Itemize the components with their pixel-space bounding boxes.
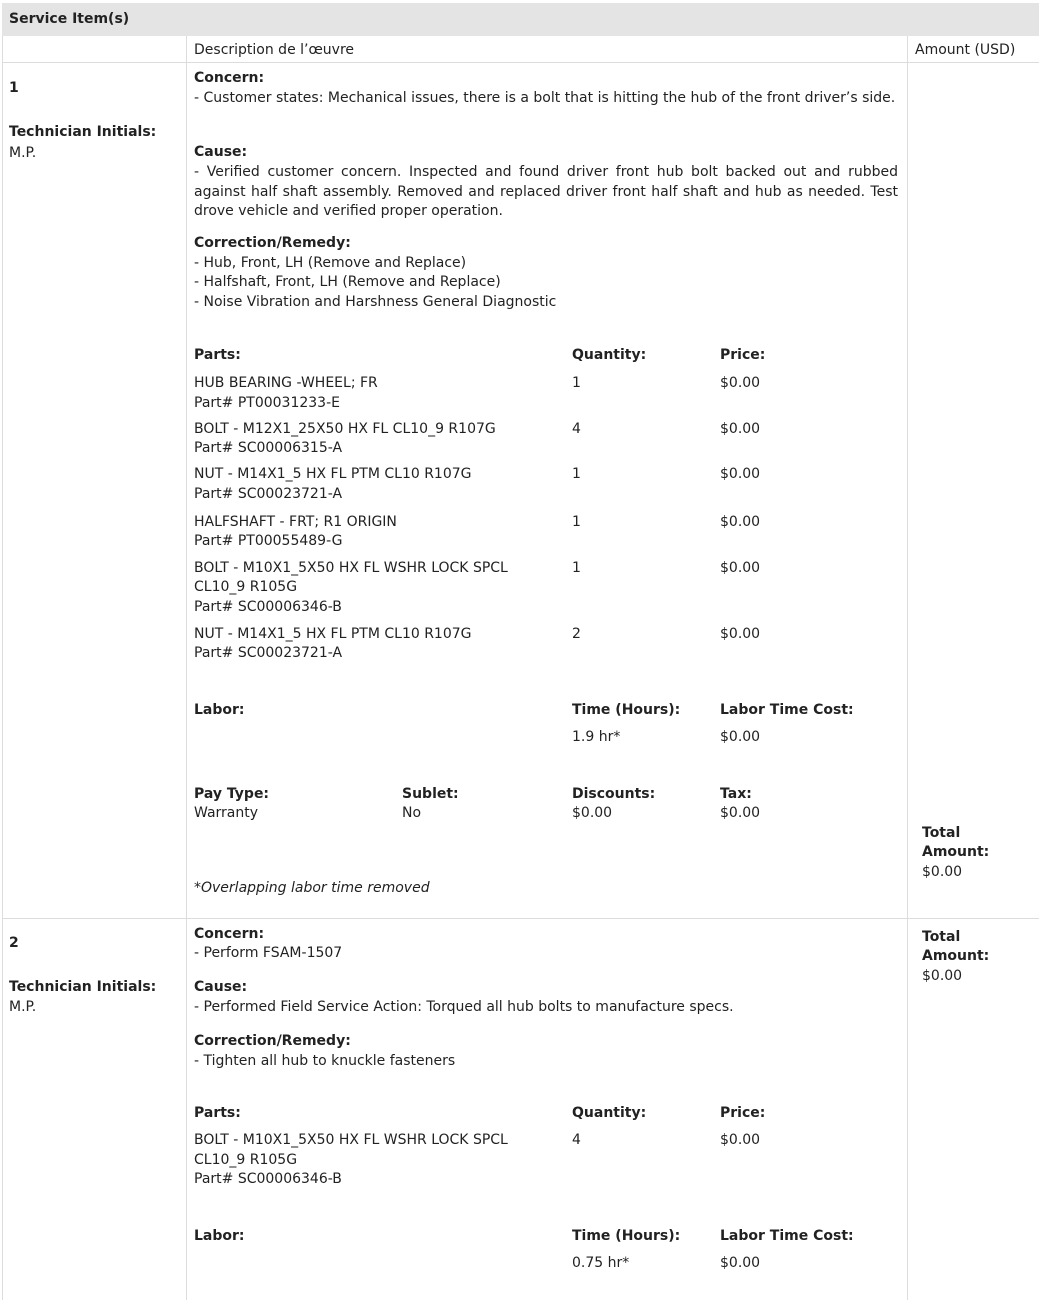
part-price: $0.00	[720, 1132, 761, 1148]
item-number: 2	[9, 935, 19, 951]
part-quantity: 1	[572, 466, 581, 482]
column-divider-right	[907, 36, 908, 1300]
cause-text: - Performed Field Service Action: Torqued all hub bolts to manufacture specs.	[194, 999, 734, 1015]
part-number: Part# SC00006315-A	[194, 440, 343, 456]
part-price: $0.00	[720, 514, 761, 530]
correction-label: Correction/Remedy:	[194, 1033, 351, 1049]
total-amount-label: Total	[922, 929, 961, 945]
labor-time-cost-label: Labor Time Cost:	[720, 1228, 854, 1244]
correction-line: - Hub, Front, LH (Remove and Replace)	[194, 255, 467, 271]
discounts-label: Discounts:	[572, 786, 656, 802]
row-divider	[2, 918, 1039, 919]
technician-initials-label: Technician Initials:	[9, 979, 157, 995]
parts-label: Parts:	[194, 347, 241, 363]
correction-line: - Tighten all hub to knuckle fasteners	[194, 1053, 456, 1069]
quantity-label: Quantity:	[572, 1105, 647, 1121]
item-number: 1	[9, 80, 19, 96]
time-hours-label: Time (Hours):	[572, 1228, 681, 1244]
part-price: $0.00	[720, 560, 761, 576]
tax-label: Tax:	[720, 786, 752, 802]
correction-line: - Halfshaft, Front, LH (Remove and Replace)	[194, 274, 501, 290]
tax-value: $0.00	[720, 805, 761, 821]
part-quantity: 1	[572, 560, 581, 576]
part-name: HUB BEARING -WHEEL; FR	[194, 375, 378, 391]
time-hours-label: Time (Hours):	[572, 702, 681, 718]
labor-cost-value: $0.00	[720, 729, 761, 745]
part-name-continued: CL10_9 R105G	[194, 1152, 298, 1168]
part-name: NUT - M14X1_5 HX FL PTM CL10 R107G	[194, 466, 472, 482]
cause-text: - Verified customer concern. Inspected and found driver front hub bolt backed out and rubbed against half shaft assembly. Removed and replaced driver front half shaft and hub as needed. Test drove vehicle and verified proper operation.	[194, 164, 898, 219]
pay-type-value: Warranty	[194, 805, 259, 821]
part-name: HALFSHAFT - FRT; R1 ORIGIN	[194, 514, 397, 530]
part-quantity: 4	[572, 1132, 581, 1148]
part-quantity: 1	[572, 375, 581, 391]
concern-text: - Customer states: Mechanical issues, there is a bolt that is hitting the hub of the front driver’s side.	[194, 90, 896, 106]
technician-initials-value: M.P.	[9, 145, 37, 161]
labor-time-value: 0.75 hr*	[572, 1255, 630, 1271]
parts-label: Parts:	[194, 1105, 241, 1121]
part-quantity: 2	[572, 626, 581, 642]
section-title: Service Item(s)	[9, 11, 130, 27]
part-price: $0.00	[720, 421, 761, 437]
concern-label: Concern:	[194, 926, 265, 942]
part-number: Part# PT00031233-E	[194, 395, 340, 411]
correction-label: Correction/Remedy:	[194, 235, 351, 251]
labor-label: Labor:	[194, 702, 245, 718]
part-price: $0.00	[720, 375, 761, 391]
total-amount-label-line2: Amount:	[922, 844, 990, 860]
part-name: NUT - M14X1_5 HX FL PTM CL10 R107G	[194, 626, 472, 642]
labor-label: Labor:	[194, 1228, 245, 1244]
discounts-value: $0.00	[572, 805, 613, 821]
cause-label: Cause:	[194, 979, 248, 995]
total-amount-value: $0.00	[922, 968, 963, 984]
column-divider-left	[186, 36, 187, 1300]
part-number: Part# PT00055489-G	[194, 533, 343, 549]
total-amount-label: Total	[922, 825, 961, 841]
sublet-label: Sublet:	[402, 786, 459, 802]
labor-cost-value: $0.00	[720, 1255, 761, 1271]
part-price: $0.00	[720, 466, 761, 482]
part-name-continued: CL10_9 R105G	[194, 579, 298, 595]
part-name: BOLT - M10X1_5X50 HX FL WSHR LOCK SPCL	[194, 1132, 508, 1148]
part-number: Part# SC00006346-B	[194, 1171, 342, 1187]
labor-time-cost-label: Labor Time Cost:	[720, 702, 854, 718]
cause-label: Cause:	[194, 144, 248, 160]
part-quantity: 4	[572, 421, 581, 437]
column-header-divider	[2, 62, 1039, 63]
table-border-left	[2, 36, 3, 1300]
total-amount-value: $0.00	[922, 864, 963, 880]
part-number: Part# SC00023721-A	[194, 645, 343, 661]
part-number: Part# SC00023721-A	[194, 486, 343, 502]
total-amount-label-line2: Amount:	[922, 948, 990, 964]
column-header-amount: Amount (USD)	[915, 42, 1016, 58]
part-name: BOLT - M12X1_25X50 HX FL CL10_9 R107G	[194, 421, 496, 437]
technician-initials-value: M.P.	[9, 999, 37, 1015]
correction-line: - Noise Vibration and Harshness General Diagnostic	[194, 294, 557, 310]
part-quantity: 1	[572, 514, 581, 530]
labor-time-value: 1.9 hr*	[572, 729, 621, 745]
quantity-label: Quantity:	[572, 347, 647, 363]
part-number: Part# SC00006346-B	[194, 599, 342, 615]
concern-text: - Perform FSAM-1507	[194, 945, 343, 961]
part-name: BOLT - M10X1_5X50 HX FL WSHR LOCK SPCL	[194, 560, 508, 576]
pay-type-label: Pay Type:	[194, 786, 270, 802]
part-price: $0.00	[720, 626, 761, 642]
concern-label: Concern:	[194, 70, 265, 86]
price-label: Price:	[720, 1105, 766, 1121]
labor-note: *Overlapping labor time removed	[194, 880, 430, 896]
section-header	[2, 3, 1039, 36]
sublet-value: No	[402, 805, 422, 821]
column-header-description: Description de l’œuvre	[194, 42, 355, 58]
technician-initials-label: Technician Initials:	[9, 124, 157, 140]
price-label: Price:	[720, 347, 766, 363]
